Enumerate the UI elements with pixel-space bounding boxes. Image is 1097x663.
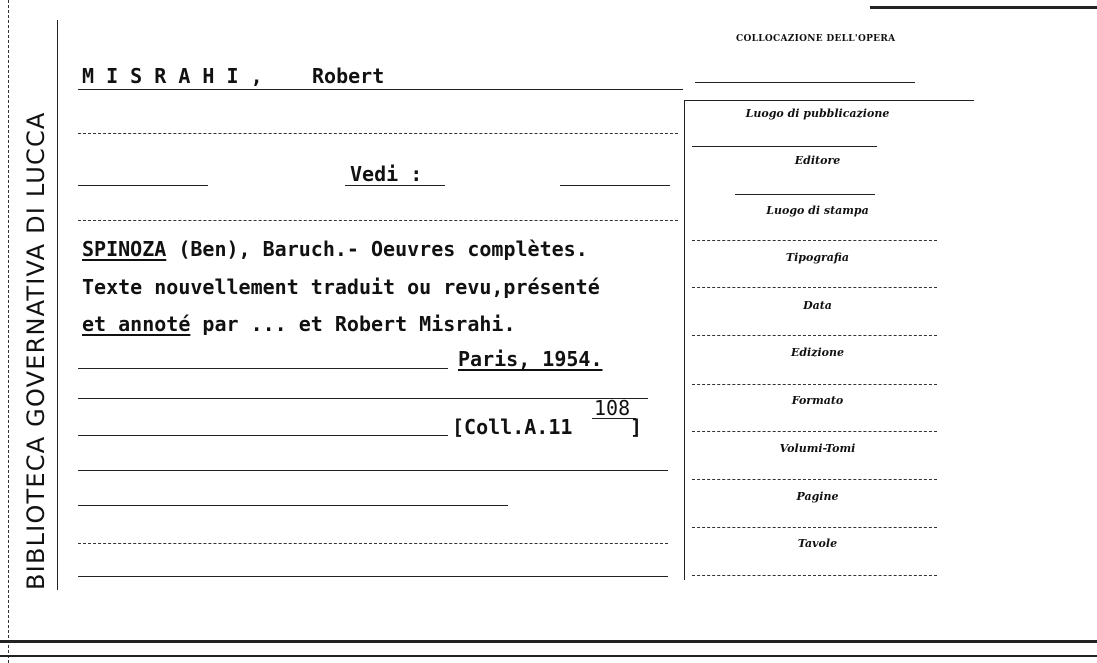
ruled-line [78,576,668,577]
field-line [692,384,937,385]
entry-line-1 [82,237,588,261]
author-firstname: Robert [312,64,385,88]
entry-line-3 [82,312,515,336]
field-printer: Tipografia [785,251,850,264]
ruled-line [78,133,678,134]
shelfmark-close: ] [630,415,643,439]
left-inner-line [57,20,58,590]
entry-title: (Ben), Baruch.- Oeuvres complètes. [166,237,588,261]
see-label [350,162,422,186]
field-place-of-printing: Luogo di stampa [766,204,869,217]
field-line [692,335,937,336]
field-line [692,479,937,480]
field-pages: Pagine [796,490,839,503]
field-line [692,431,937,432]
ruled-line [560,185,670,186]
place-year: Paris, 1954. [458,347,603,371]
field-line [692,146,877,147]
header-right-line [695,82,915,83]
entry-line-2: Texte nouvellement traduit ou revu,présenté [82,275,600,299]
column-divider [684,100,685,580]
field-plates: Tavole [797,537,838,550]
field-line [692,575,937,576]
field-line [692,527,937,528]
field-date: Data [803,299,832,312]
ruled-line [78,185,208,186]
left-margin-line [8,0,9,663]
field-edition: Edizione [790,346,844,359]
ruled-line [78,435,448,436]
collocation-header: COLLOCAZIONE DELL'OPERA [736,34,896,44]
place-line-left [78,368,448,369]
entry-heading-name: SPINOZA [82,237,167,261]
field-format: Formato [791,394,844,407]
author-surname: M I S R A H I , [82,64,263,88]
top-border-line [870,6,1097,9]
entry-line-3a: et annoté [82,312,191,336]
ruled-line [78,543,668,544]
ruled-line [78,220,678,221]
field-publisher: Editore [794,154,841,167]
ruled-line [78,470,668,471]
field-line [692,287,937,288]
ruled-line [78,505,508,506]
field-line [735,194,875,195]
shelfmark-number: 108 [594,396,631,420]
author-line [78,89,683,90]
see-label-text: Vedi : [350,162,423,186]
bottom-border-line [0,640,1097,643]
bottom-border-line-2 [0,655,1097,657]
right-top-line [684,100,974,101]
entry-line-3b: par ... et Robert Misrahi. [190,312,516,336]
ruled-line [78,398,648,399]
field-volumes: Volumi-Tomi [779,442,856,455]
shelfmark: [Coll.A.11 [452,415,573,439]
library-name-vertical: BIBLIOTECA GOVERNATIVA DI LUCCA [22,111,50,590]
field-line [692,240,937,241]
field-place-of-publication: Luogo di pubblicazione [745,107,890,120]
